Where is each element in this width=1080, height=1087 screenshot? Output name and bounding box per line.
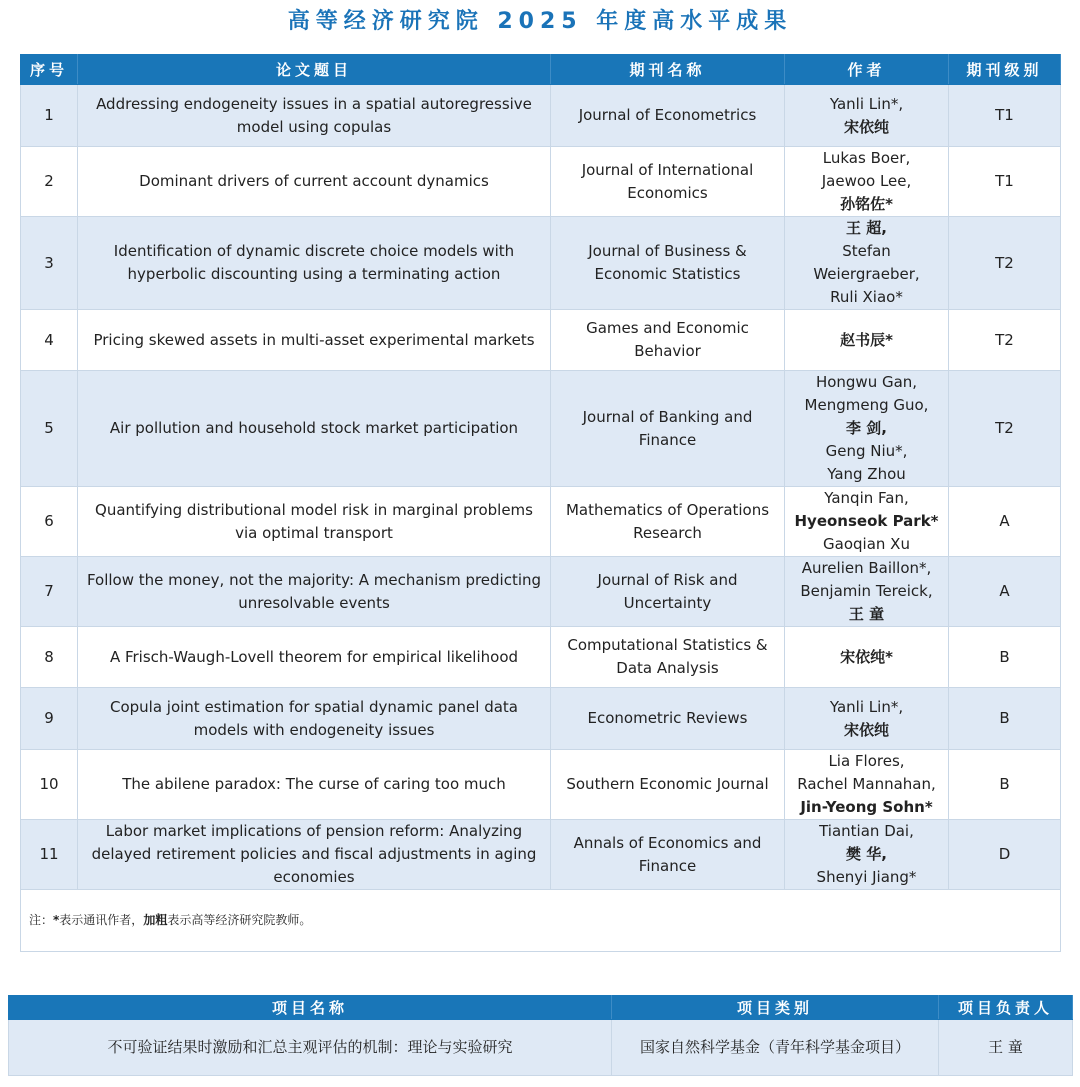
paper-journal: Computational Statistics & Data Analysis: [551, 627, 785, 688]
paper-no: 5: [21, 371, 78, 487]
paper-no: 7: [21, 557, 78, 627]
table-row: [9, 1020, 1073, 1076]
paper-journal: Annals of Economics and Finance: [551, 820, 785, 890]
project-leader: 王 童: [939, 1020, 1073, 1076]
paper-level: B: [949, 627, 1061, 688]
paper-title: Copula joint estimation for spatial dynamic panel data models with endogeneity issues: [78, 688, 551, 750]
projects-table: [8, 995, 1073, 1076]
paper-authors: [785, 85, 949, 147]
author-name: Lia Flores,: [828, 752, 905, 770]
paper-level: A: [949, 557, 1061, 627]
project-category: 国家自然科学基金（青年科学基金项目）: [612, 1020, 939, 1076]
author-name: Lukas Boer,: [822, 149, 911, 167]
author-name: Aurelien Baillon*,: [801, 559, 932, 577]
author-name: 孙铭佐*: [840, 195, 893, 213]
author-name: Stefan: [842, 242, 891, 260]
table-row: [21, 217, 1061, 310]
author-name: 樊 华,: [846, 845, 887, 863]
paper-no: 2: [21, 147, 78, 217]
paper-level: T2: [949, 310, 1061, 371]
paper-authors: [785, 371, 949, 487]
papers-table: [20, 54, 1061, 952]
paper-title: Identification of dynamic discrete choice models with hyperbolic discounting using a terminating action: [78, 217, 551, 310]
paper-authors: [785, 820, 949, 890]
paper-no: 1: [21, 85, 78, 147]
table-row: [21, 688, 1061, 750]
paper-journal: Mathematics of Operations Research: [551, 487, 785, 557]
author-name: Hongwu Gan,: [815, 373, 918, 391]
author-name: Jin-Yeong Sohn*: [800, 798, 933, 816]
author-name: 宋依纯: [843, 117, 889, 136]
paper-no: 6: [21, 487, 78, 557]
header-project-leader: 项目负责人: [939, 996, 1073, 1020]
paper-journal: Journal of Banking and Finance: [551, 371, 785, 487]
author-name: Gaoqian Xu: [823, 535, 910, 553]
author-name: Geng Niu*,: [825, 442, 908, 460]
author-name: 宋依纯: [843, 720, 889, 739]
paper-journal: Southern Economic Journal: [551, 750, 785, 820]
paper-journal: Journal of Risk and Uncertainty: [551, 557, 785, 627]
papers-header-row: [21, 55, 1061, 85]
table-row: [21, 487, 1061, 557]
paper-authors: [785, 750, 949, 820]
paper-title: Addressing endogeneity issues in a spatial autoregressive model using copulas: [78, 85, 551, 147]
paper-title: Dominant drivers of current account dynamics: [78, 147, 551, 217]
table-row: [21, 147, 1061, 217]
author-name: Shenyi Jiang*: [816, 868, 917, 886]
note-row: [21, 890, 1061, 952]
paper-journal: Games and Economic Behavior: [551, 310, 785, 371]
project-name: 不可验证结果时激励和汇总主观评估的机制：理论与实验研究: [9, 1020, 612, 1076]
paper-no: 3: [21, 217, 78, 310]
paper-journal: Journal of Business & Economic Statistics: [551, 217, 785, 310]
header-journal: 期刊名称: [551, 55, 785, 85]
paper-title: The abilene paradox: The curse of caring too much: [78, 750, 551, 820]
author-name: Yanli Lin*,: [829, 697, 904, 716]
paper-no: 4: [21, 310, 78, 371]
paper-level: B: [949, 750, 1061, 820]
paper-journal: Journal of International Economics: [551, 147, 785, 217]
note-text2: 表示高等经济研究院教师。: [167, 913, 312, 927]
header-title: 论文题目: [78, 55, 551, 85]
paper-title: A Frisch-Waugh-Lovell theorem for empirical likelihood: [78, 627, 551, 688]
paper-authors: [785, 557, 949, 627]
paper-authors: [785, 310, 949, 371]
table-row: [21, 371, 1061, 487]
header-authors: 作者: [785, 55, 949, 85]
table-row: [21, 820, 1061, 890]
paper-authors: [785, 487, 949, 557]
paper-level: T2: [949, 217, 1061, 310]
paper-title: Pricing skewed assets in multi-asset experimental markets: [78, 310, 551, 371]
paper-title: Labor market implications of pension reform: Analyzing delayed retirement policies and fiscal adjustments in aging economies: [78, 820, 551, 890]
header-level: 期刊级别: [949, 55, 1061, 85]
author-name: Yang Zhou: [827, 465, 906, 483]
paper-level: T2: [949, 371, 1061, 487]
note-star: *: [53, 913, 60, 927]
paper-authors: [785, 217, 949, 310]
note-bold-word: 加粗: [143, 913, 168, 927]
author-name: 李 剑,: [846, 419, 887, 437]
table-row: [21, 557, 1061, 627]
author-name: Jaewoo Lee,: [821, 172, 912, 190]
author-name: Yanli Lin*,: [829, 94, 904, 113]
author-name: 王 童: [848, 605, 885, 623]
table-row: [21, 310, 1061, 371]
author-name: Weiergraeber,: [813, 265, 920, 283]
paper-title: Air pollution and household stock market participation: [78, 371, 551, 487]
paper-level: D: [949, 820, 1061, 890]
author-name: Ruli Xiao*: [830, 288, 903, 306]
paper-journal: Econometric Reviews: [551, 688, 785, 750]
projects-header-row: [9, 996, 1073, 1020]
author-name: Yanqin Fan,: [824, 489, 909, 507]
author-name: Hyeonseok Park*: [794, 512, 939, 530]
header-project-name: 项目名称: [9, 996, 612, 1020]
paper-title: Quantifying distributional model risk in marginal problems via optimal transport: [78, 487, 551, 557]
paper-no: 9: [21, 688, 78, 750]
header-project-category: 项目类别: [612, 996, 939, 1020]
author-name: Benjamin Tereick,: [800, 582, 933, 600]
paper-level: A: [949, 487, 1061, 557]
paper-authors: [785, 627, 949, 688]
note-text1: 表示通讯作者，: [59, 913, 144, 927]
table-row: [21, 85, 1061, 147]
paper-level: B: [949, 688, 1061, 750]
author-name: 王 超,: [846, 219, 887, 237]
page-title: 高等经济研究院 2025 年度高水平成果: [287, 9, 793, 34]
paper-authors: [785, 147, 949, 217]
author-name: 赵书辰*: [840, 330, 893, 349]
paper-level: T1: [949, 85, 1061, 147]
author-name: 宋依纯*: [840, 647, 893, 666]
author-name: Mengmeng Guo,: [804, 396, 929, 414]
paper-no: 10: [21, 750, 78, 820]
paper-no: 8: [21, 627, 78, 688]
paper-title: Follow the money, not the majority: A mechanism predicting unresolvable events: [78, 557, 551, 627]
paper-no: 11: [21, 820, 78, 890]
note-prefix: 注：: [29, 913, 54, 927]
footnote: [21, 890, 1061, 952]
author-name: Rachel Mannahan,: [797, 775, 936, 793]
header-no: 序号: [21, 55, 78, 85]
paper-journal: Journal of Econometrics: [551, 85, 785, 147]
paper-authors: [785, 688, 949, 750]
author-name: Tiantian Dai,: [819, 822, 914, 840]
table-row: [21, 750, 1061, 820]
table-row: [21, 627, 1061, 688]
paper-level: T1: [949, 147, 1061, 217]
